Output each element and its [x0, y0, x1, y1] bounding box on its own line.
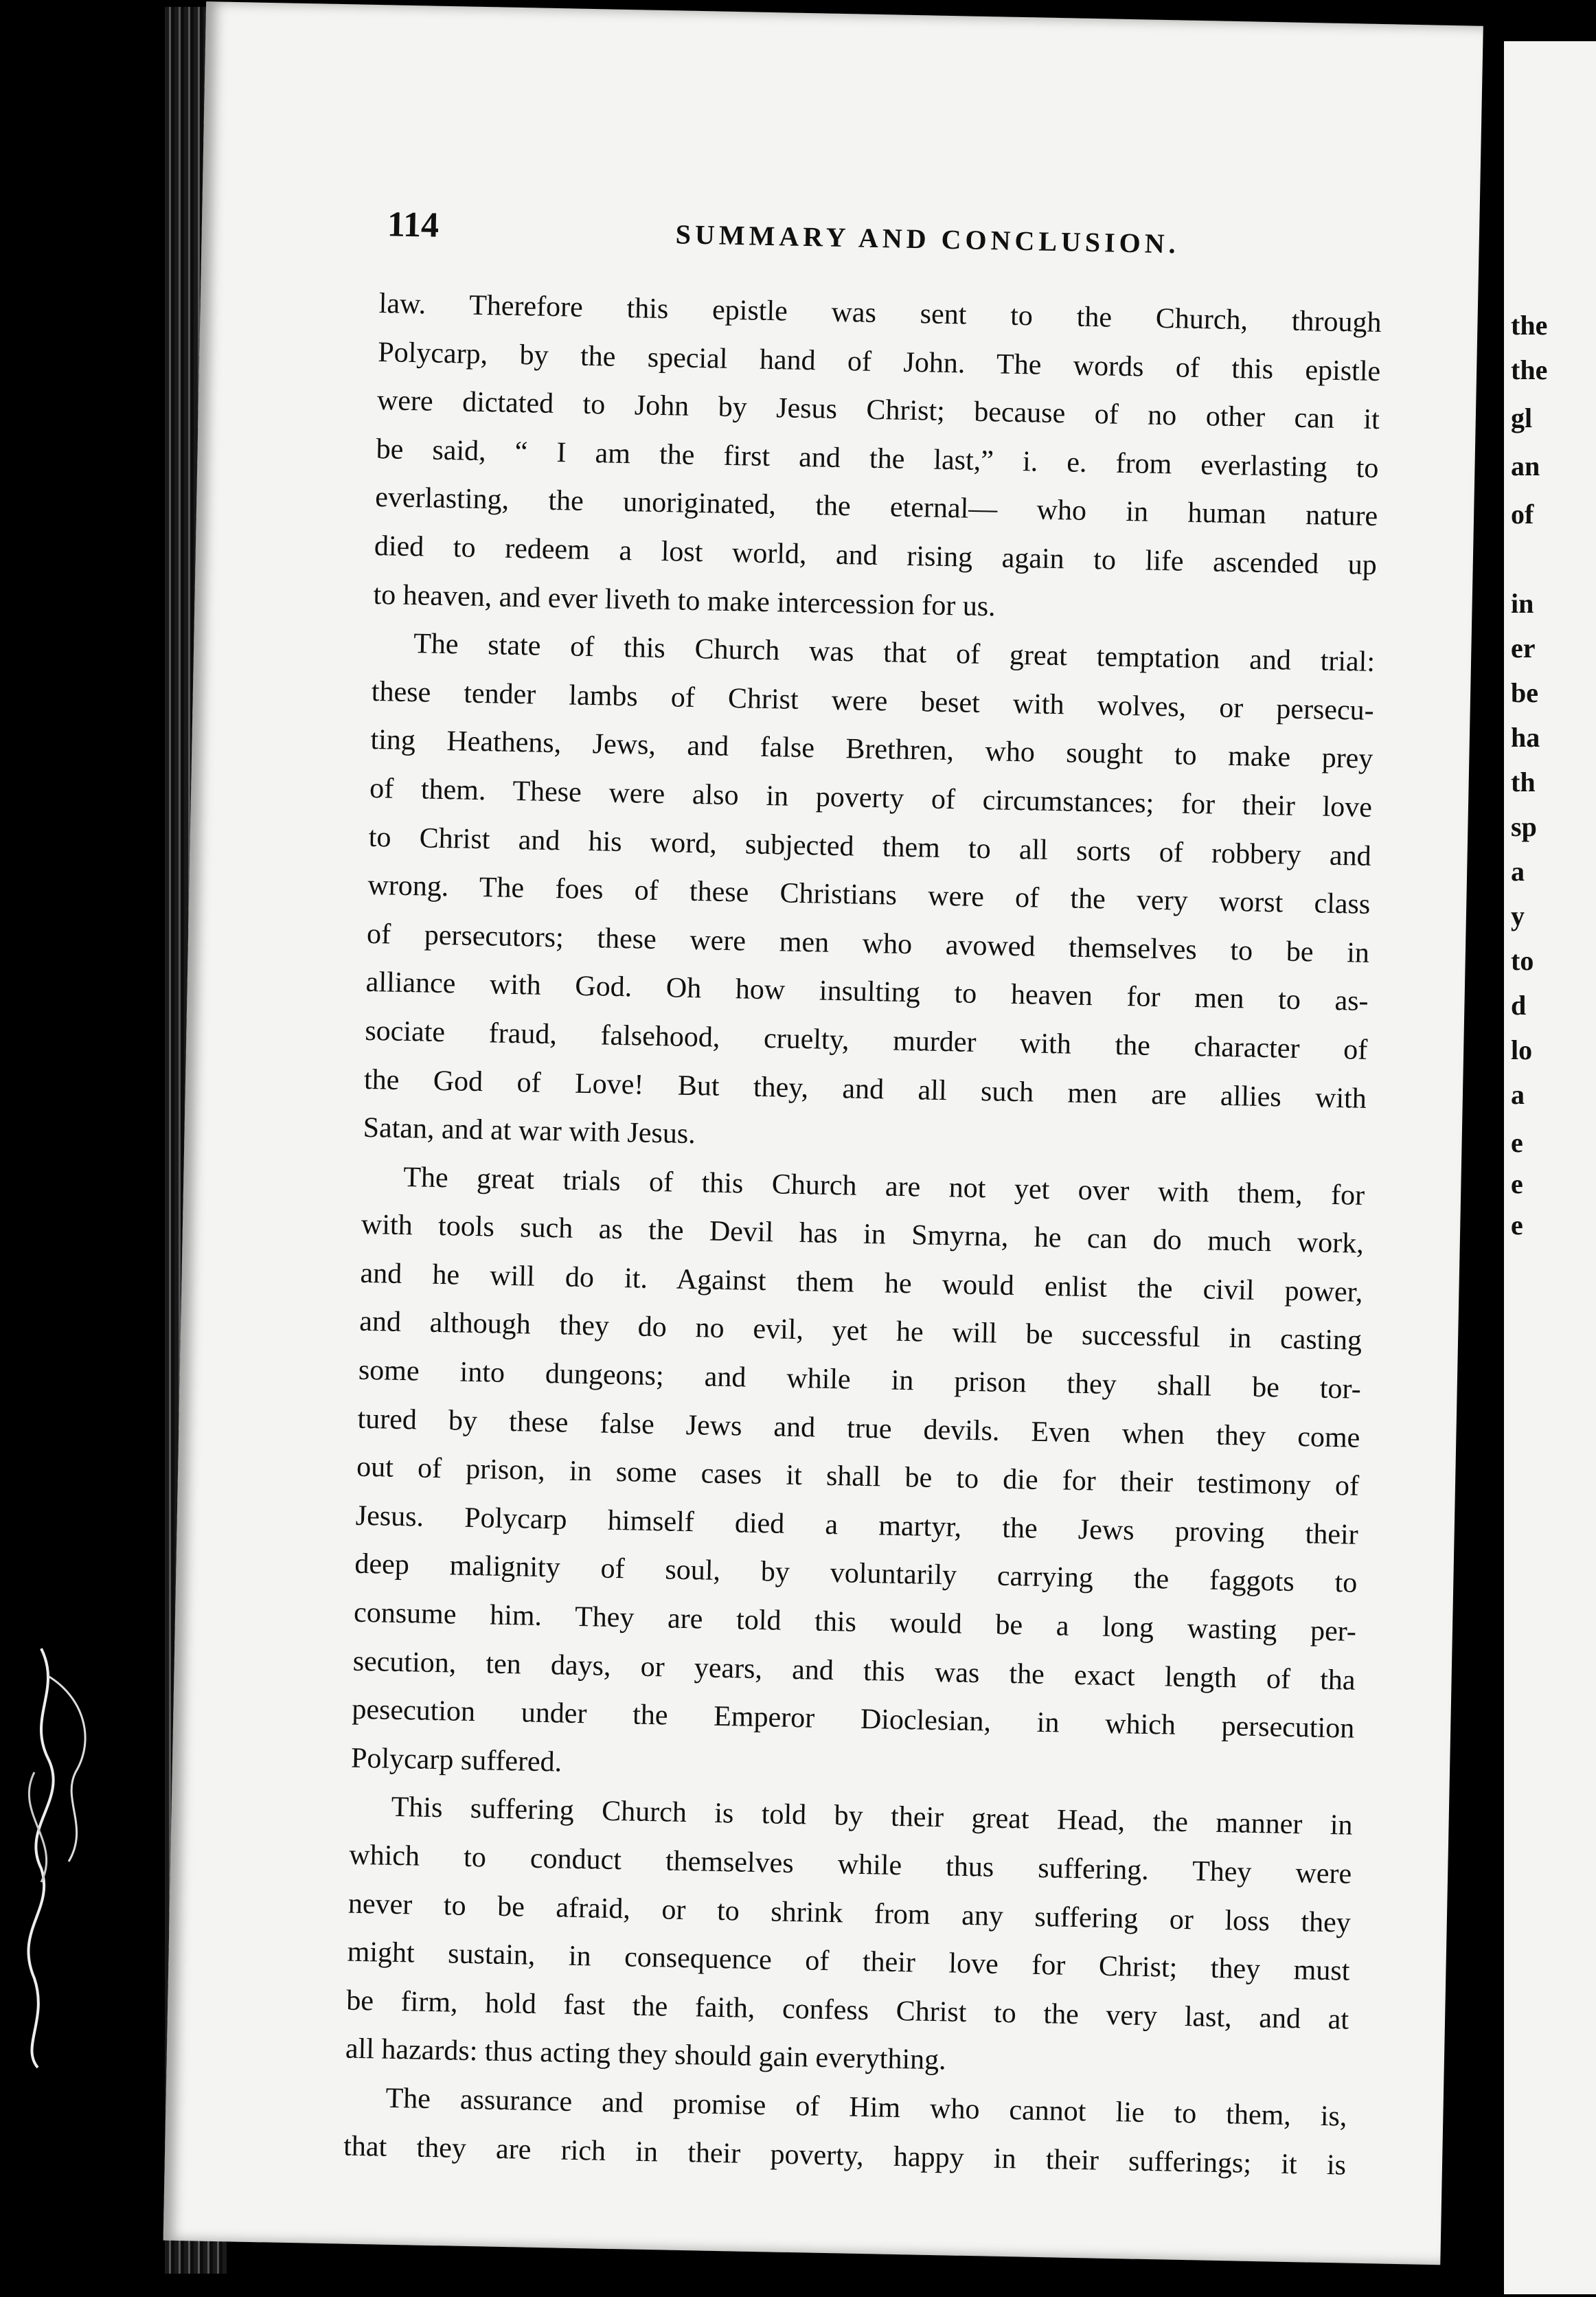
text-line: and although they do no evil, yet he will be successful in casting	[358, 1306, 1363, 1357]
text-line: of them. These were also in poverty of circumstances; for their love	[369, 772, 1373, 824]
facing-page-fragment: a	[1511, 1079, 1525, 1110]
text-line: were dictated to John by Jesus Christ; because of no other can it	[376, 385, 1380, 436]
text-line: never to be afraid, or to shrink from any suffering or loss they	[347, 1888, 1352, 1939]
text-line: everlasting, the unoriginated, the eternal— who in human nature	[374, 482, 1378, 533]
facing-page-fragment: the	[1511, 310, 1548, 341]
text-line: secution, ten days, or years, and this was the exact length of tha	[352, 1645, 1356, 1697]
text-line: sociate fraud, falsehood, cruelty, murder with the character of	[365, 1015, 1368, 1066]
facing-page-fragment: gl	[1511, 403, 1533, 433]
text-line: all hazards: thus acting they should gain everything.	[345, 2033, 947, 2077]
text-line: be said, “ I am the first and the last,” i. e. from everlasting to	[376, 433, 1379, 484]
stray-thread	[0, 1635, 117, 2074]
running-head: SUMMARY AND CONCLUSION.	[675, 218, 1181, 260]
facing-page-fragment: e	[1511, 1168, 1523, 1199]
page-number: 114	[387, 205, 440, 245]
text-line: these tender lambs of Christ were beset with wolves, or persecu-	[371, 675, 1375, 727]
facing-page-fragment: in	[1511, 588, 1534, 619]
text-line: to Christ and his word, subjected them to all sorts of robbery and	[368, 821, 1372, 872]
text-line: alliance with God. Oh how insulting to heaven for men to as-	[365, 966, 1369, 1018]
text-line: deep malignity of soul, by voluntarily carrying the faggots to	[354, 1548, 1358, 1600]
facing-page-fragment: e	[1511, 1210, 1523, 1241]
text-line: law. Therefore this epistle was sent to the Church, through	[378, 288, 1382, 339]
facing-page-fragment: y	[1511, 901, 1525, 931]
facing-page-fragment: an	[1511, 451, 1540, 482]
book-page	[163, 1, 1483, 2265]
facing-page-fragment: e	[1511, 1127, 1523, 1158]
text-line: some into dungeons; and while in prison they shall be tor-	[358, 1354, 1362, 1405]
text-line: the God of Love! But they, and all such men are allies with	[363, 1063, 1367, 1115]
body-text	[343, 280, 1382, 2190]
text-line: died to redeem a lost world, and rising again to life ascended up	[374, 530, 1378, 581]
facing-page-fragment: be	[1511, 677, 1538, 708]
text-line: The state of this Church was that of great temptation and trial:	[413, 628, 1376, 679]
text-line: out of prison, in some cases it shall be to die for their testimony of	[356, 1451, 1360, 1503]
text-line: be firm, hold fast the faith, confess Christ to the very last, and at	[345, 1984, 1349, 2036]
facing-page-fragment: of	[1511, 499, 1534, 530]
text-line: pesecution under the Emperor Dioclesian, in which persecution	[352, 1693, 1355, 1745]
facing-page-fragment: to	[1511, 945, 1534, 976]
text-line: that they are rich in their poverty, happy in their sufferings; it is	[343, 2130, 1347, 2182]
facing-page-fragment: sp	[1511, 811, 1537, 842]
facing-page-fragment: the	[1511, 354, 1548, 385]
facing-page-fragment: th	[1511, 767, 1536, 797]
facing-page-edge	[1504, 41, 1596, 2294]
text-line: ting Heathens, Jews, and false Brethren, who sought to make prey	[370, 724, 1373, 776]
text-line: tured by these false Jews and true devils. Even when they come	[357, 1403, 1360, 1454]
text-line: and he will do it. Against them he would enlist the civil power,	[360, 1257, 1363, 1309]
text-line: Satan, and at war with Jesus.	[363, 1111, 696, 1151]
facing-page-fragment: lo	[1511, 1034, 1533, 1065]
page-header	[387, 204, 1376, 278]
text-line: of persecutors; these were men who avowed themselves to be in	[366, 918, 1370, 969]
facing-page-fragment: a	[1511, 856, 1525, 887]
text-line: wrong. The foes of these Christians were of the very worst class	[367, 870, 1371, 921]
text-line: which to conduct themselves while thus suffering. They were	[348, 1839, 1352, 1890]
facing-page-fragment: ha	[1511, 722, 1540, 753]
text-line: to heaven, and ever liveth to make intercession for us.	[373, 578, 996, 622]
text-line: Polycarp, by the special hand of John. The words of this epistle	[377, 336, 1381, 387]
text-line: with tools such as the Devil has in Smyrna, he can do much work,	[361, 1209, 1365, 1260]
text-line: consume him. They are told this would be a long wasting per-	[353, 1596, 1357, 1648]
text-line: The assurance and promise of Him who cannot lie to them, is,	[385, 2082, 1347, 2133]
text-line: The great trials of this Church are not yet over with them, for	[402, 1161, 1365, 1212]
text-line: This suffering Church is told by their great Head, the manner in	[391, 1791, 1353, 1842]
text-line: might sustain, in consequence of their love for Christ; they must	[347, 1936, 1350, 1987]
text-line: Polycarp suffered.	[350, 1742, 562, 1778]
text-line: Jesus. Polycarp himself died a martyr, the Jews proving their	[355, 1500, 1359, 1551]
facing-page-fragment: d	[1511, 990, 1527, 1021]
facing-page-fragment: er	[1511, 633, 1536, 664]
